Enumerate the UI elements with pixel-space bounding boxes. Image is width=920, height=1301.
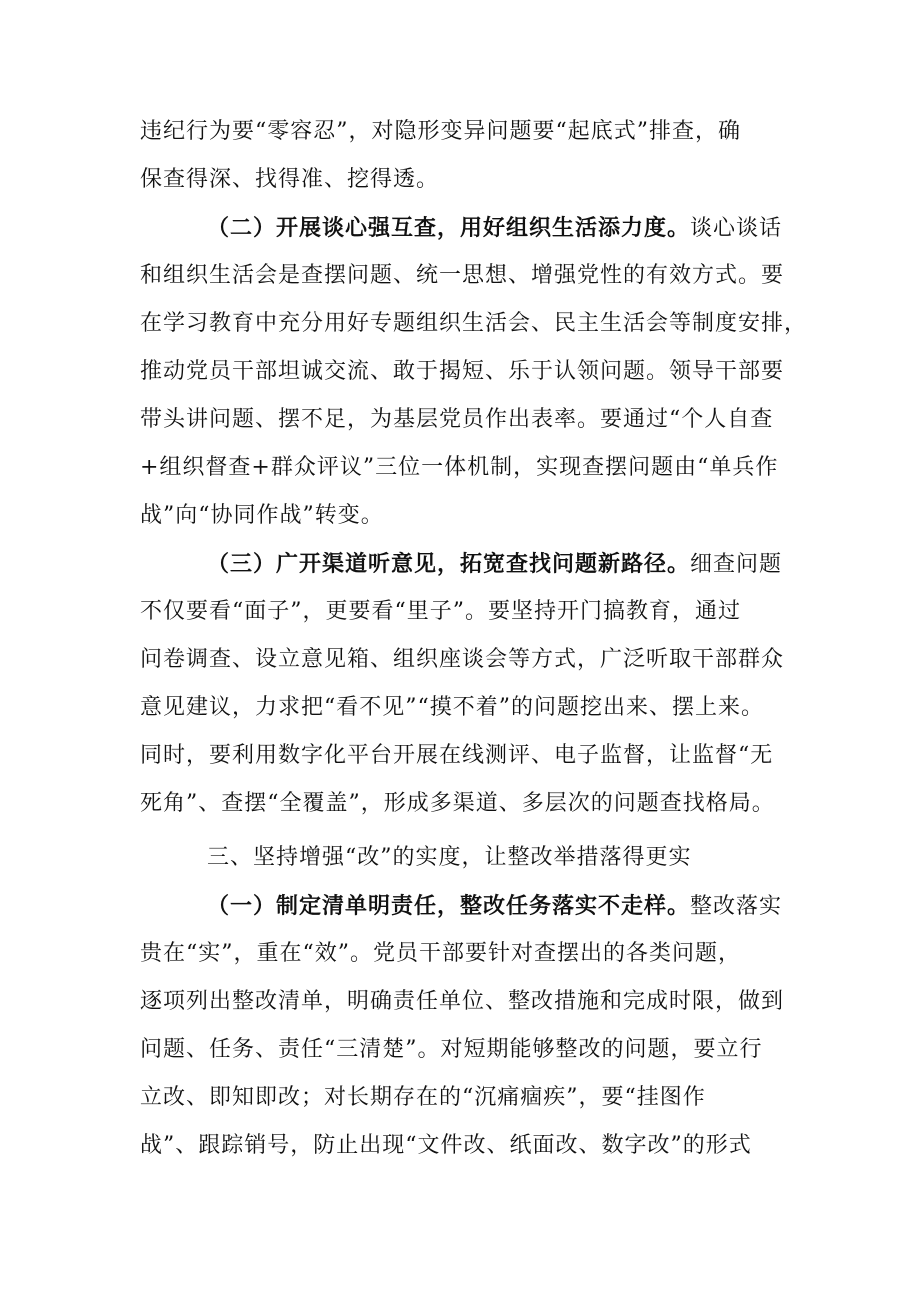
paragraph-first-line <box>207 549 782 579</box>
paragraph-line: 不仅要看“面子”，更要看“里子”。要坚持开门搞教育，通过 <box>140 599 741 624</box>
paragraph-line: 保查得深、找得准、挖得透。 <box>140 167 440 192</box>
paragraph-line: 和组织生活会是查摆问题、统一思想、增强党性的有效方式。要 <box>140 263 785 288</box>
paragraph-text: 细查问题 <box>690 552 783 577</box>
paragraph-line: 意见建议，力求把“看不见”“摸不着”的问题挖出来、摆上来。 <box>140 695 764 720</box>
paragraph-first-line <box>207 891 782 921</box>
paragraph-line: 贵在“实”，重在“效”。党员干部要针对查摆出的各类问题， <box>140 941 741 966</box>
paragraph-line: 死角”、查摆“全覆盖”，形成多渠道、多层次的问题查找格局。 <box>140 791 775 816</box>
paragraph-line: 逐项列出整改清单，明确责任单位、整改措施和完成时限，做到 <box>140 989 785 1014</box>
paragraph-line: 推动党员干部坦诚交流、敢于揭短、乐于认领问题。领导干部要 <box>140 359 785 384</box>
paragraph-line: 同时，要利用数字化平台开展在线测评、电子监督，让监督“无 <box>140 743 774 768</box>
subheading-lead: （一）制定清单明责任，整改任务落实不走样。 <box>207 893 691 919</box>
section-heading: 三、坚持增强“改”的实度，让整改举措落得更实 <box>207 845 692 870</box>
subheading-lead: （三）广开渠道听意见，拓宽查找问题新路径。 <box>207 551 691 577</box>
paragraph-line: 带头讲问题、摆不足，为基层党员作出表率。要通过“个人自查 <box>140 407 774 432</box>
paragraph-line: 立改、即知即改；对长期存在的“沉痛痼疾”，要“挂图作 <box>140 1085 706 1110</box>
paragraph-line: 战”向“协同作战”转变。 <box>140 503 384 528</box>
subheading-lead: （二）开展谈心强互查，用好组织生活添力度。 <box>207 215 691 241</box>
paragraph-line: 问卷调查、设立意见箱、组织座谈会等方式，广泛听取干部群众 <box>140 647 785 672</box>
paragraph-line: 战”、跟踪销号，防止出现“文件改、纸面改、数字改”的形式 <box>140 1133 752 1158</box>
paragraph-first-line <box>207 213 782 243</box>
paragraph-text: 谈心谈话 <box>690 216 783 241</box>
paragraph-line: 问题、任务、责任“三清楚”。对短期能够整改的问题，要立行 <box>140 1037 763 1062</box>
paragraph-line: 在学习教育中充分用好专题组织生活会、民主生活会等制度安排， <box>140 311 808 336</box>
paragraph-line: 违纪行为要“零容忍”，对隐形变异问题要“起底式”排查，确 <box>140 119 741 144</box>
paragraph-text: 整改落实 <box>690 894 783 919</box>
paragraph-line: +组织督查+群众评议”三位一体机制，实现查摆问题由“单兵作 <box>140 455 779 480</box>
